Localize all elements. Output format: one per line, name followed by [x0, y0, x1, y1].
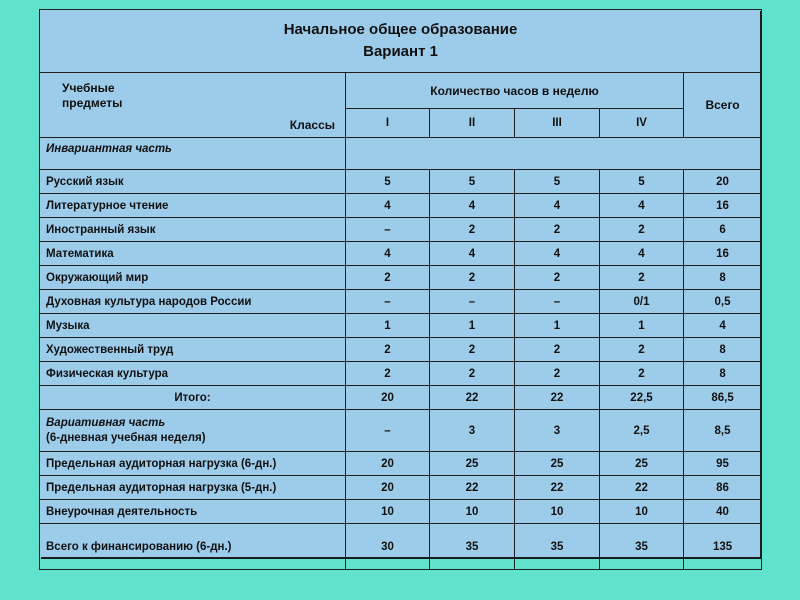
total-cell: 4 — [684, 314, 762, 338]
hours-cell: 25 — [600, 452, 684, 476]
hours-cell: 35 — [600, 524, 684, 570]
total-cell: 16 — [684, 242, 762, 266]
hours-cell: 10 — [600, 500, 684, 524]
total-cell: 95 — [684, 452, 762, 476]
hours-cell: 1 — [600, 314, 684, 338]
subject-row — [40, 170, 762, 194]
title-row — [40, 10, 762, 73]
hours-cell: 4 — [515, 194, 600, 218]
hours-cell: 4 — [600, 242, 684, 266]
itogo-label: Итого: — [40, 386, 346, 410]
hours-cell: 1 — [430, 314, 515, 338]
total-cell: 86 — [684, 476, 762, 500]
hours-cell: 30 — [346, 524, 430, 570]
invariant-row — [40, 138, 762, 170]
subject-name: Физическая культура — [40, 362, 346, 386]
hours-header: Количество часов в неделю — [346, 73, 684, 109]
hours-cell: 22,5 — [600, 386, 684, 410]
grade-header: III — [515, 109, 600, 138]
hours-cell: – — [346, 290, 430, 314]
hours-cell: 20 — [346, 452, 430, 476]
hours-cell: 4 — [430, 194, 515, 218]
subject-name: Художественный труд — [40, 338, 346, 362]
total-cell: 8 — [684, 266, 762, 290]
hours-cell: 2 — [600, 218, 684, 242]
subject-name: Русский язык — [40, 170, 346, 194]
subject-name: Окружающий мир — [40, 266, 346, 290]
hours-cell: 1 — [346, 314, 430, 338]
grade-header: IV — [600, 109, 684, 138]
grade-header: II — [430, 109, 515, 138]
total-cell: 8,5 — [684, 410, 762, 452]
total-cell: 8 — [684, 338, 762, 362]
subject-row — [40, 338, 762, 362]
hours-cell: 2 — [430, 362, 515, 386]
hours-cell: 2 — [430, 218, 515, 242]
subject-name: Музыка — [40, 314, 346, 338]
hours-cell: 4 — [515, 242, 600, 266]
total-cell: 6 — [684, 218, 762, 242]
hours-cell: 35 — [430, 524, 515, 570]
subjects-header-cell — [40, 73, 346, 138]
hours-cell: 5 — [430, 170, 515, 194]
itogo-row — [40, 386, 762, 410]
header-row-1 — [40, 73, 762, 109]
hours-cell: 25 — [430, 452, 515, 476]
variative-row — [40, 410, 762, 452]
subject-row — [40, 194, 762, 218]
funding-row — [40, 524, 762, 570]
total-cell: 135 — [684, 524, 762, 570]
hours-cell: 0/1 — [600, 290, 684, 314]
hours-cell: 2 — [600, 362, 684, 386]
subject-name: Литературное чтение — [40, 194, 346, 218]
hours-cell: 2 — [515, 218, 600, 242]
subject-name: Математика — [40, 242, 346, 266]
invariant-empty-cell — [346, 138, 762, 170]
subject-row — [40, 290, 762, 314]
invariant-label: Инвариантная часть — [40, 138, 346, 170]
hours-cell: 22 — [430, 476, 515, 500]
total-header: Всего — [684, 73, 762, 138]
hours-cell: 2 — [346, 266, 430, 290]
page-subtitle: Вариант 1 — [363, 43, 438, 60]
total-cell: 8 — [684, 362, 762, 386]
hours-cell: 22 — [515, 476, 600, 500]
total-cell: 20 — [684, 170, 762, 194]
subject-row — [40, 362, 762, 386]
hours-cell: 4 — [346, 194, 430, 218]
summary-name: Предельная аудиторная нагрузка (6-дн.) — [40, 452, 346, 476]
hours-cell: 2 — [430, 338, 515, 362]
hours-cell: 22 — [430, 386, 515, 410]
hours-cell: 2 — [600, 338, 684, 362]
page-title: Начальное общее образование — [283, 21, 518, 38]
subject-row — [40, 242, 762, 266]
hours-cell: – — [515, 290, 600, 314]
total-cell: 40 — [684, 500, 762, 524]
hours-cell: 3 — [515, 410, 600, 452]
hours-cell: 10 — [430, 500, 515, 524]
hours-cell: 5 — [346, 170, 430, 194]
summary-row — [40, 476, 762, 500]
summary-row — [40, 500, 762, 524]
hours-cell: 2 — [515, 362, 600, 386]
variative-label — [40, 410, 346, 452]
hours-cell: 2 — [515, 266, 600, 290]
subject-row — [40, 266, 762, 290]
subject-name: Иностранный язык — [40, 218, 346, 242]
summary-name: Внеурочная деятельность — [40, 500, 346, 524]
total-cell: 0,5 — [684, 290, 762, 314]
hours-cell: 2 — [430, 266, 515, 290]
hours-cell: 4 — [346, 242, 430, 266]
funding-name: Всего к финансированию (6-дн.) — [40, 524, 346, 570]
hours-cell: 2 — [346, 338, 430, 362]
curriculum-table — [39, 9, 762, 570]
hours-cell: 35 — [515, 524, 600, 570]
table-title — [40, 10, 762, 73]
subject-name: Духовная культура народов России — [40, 290, 346, 314]
hours-cell: – — [346, 218, 430, 242]
total-cell: 16 — [684, 194, 762, 218]
hours-cell: 20 — [346, 476, 430, 500]
hours-cell: 2,5 — [600, 410, 684, 452]
hours-cell: 5 — [515, 170, 600, 194]
hours-cell: 22 — [515, 386, 600, 410]
hours-cell: – — [430, 290, 515, 314]
hours-cell: 10 — [515, 500, 600, 524]
hours-cell: 4 — [430, 242, 515, 266]
hours-cell: 20 — [346, 386, 430, 410]
summary-name: Предельная аудиторная нагрузка (5-дн.) — [40, 476, 346, 500]
subjects-header-line2: предметы — [62, 96, 123, 110]
hours-cell: 2 — [600, 266, 684, 290]
total-cell: 86,5 — [684, 386, 762, 410]
hours-cell: 5 — [600, 170, 684, 194]
hours-cell: 25 — [515, 452, 600, 476]
hours-cell: 2 — [346, 362, 430, 386]
hours-cell: 22 — [600, 476, 684, 500]
subjects-header-line1: Учебные — [62, 81, 115, 95]
hours-cell: 4 — [600, 194, 684, 218]
grade-header: I — [346, 109, 430, 138]
hours-cell: 2 — [515, 338, 600, 362]
hours-cell: 10 — [346, 500, 430, 524]
summary-row — [40, 452, 762, 476]
subject-row — [40, 218, 762, 242]
classes-header: Классы — [289, 118, 335, 132]
variative-label-line2: (6-дневная учебная неделя) — [46, 432, 206, 444]
variative-label-line1: Вариативная часть — [46, 417, 166, 429]
hours-cell: 3 — [430, 410, 515, 452]
hours-cell: 1 — [515, 314, 600, 338]
hours-cell: – — [346, 410, 430, 452]
subject-row — [40, 314, 762, 338]
